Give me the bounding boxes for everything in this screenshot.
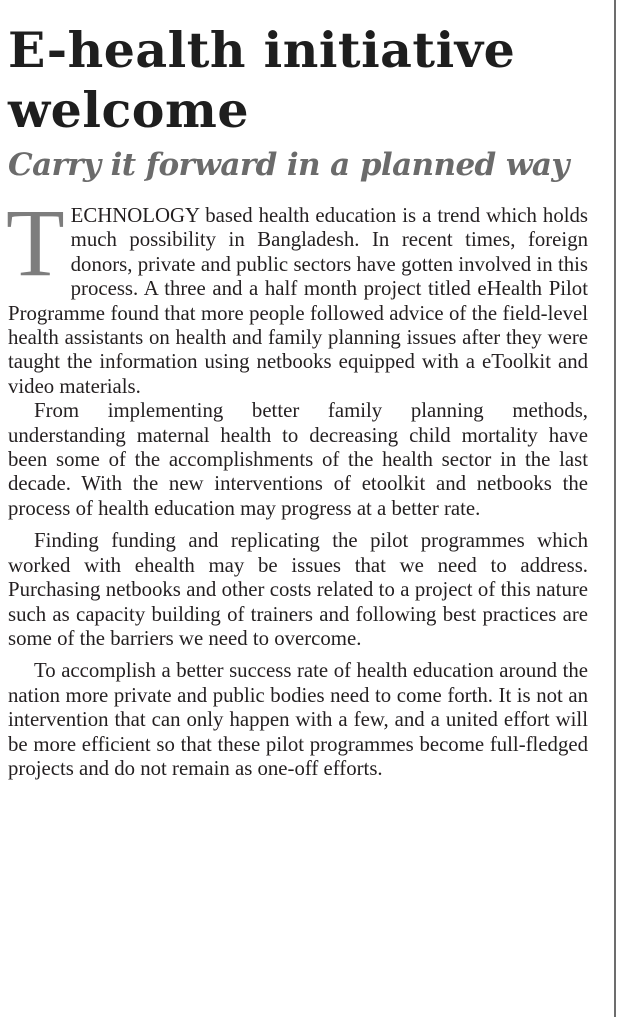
- column-rule: [614, 0, 616, 1017]
- paragraph-text: ECHNOLOGY based health education is a trend which holds much possibility in Bangladesh. In recent times, foreign donors, private and public sectors have gotten involved in this process. A three and a half month project titled eHealth Pilot Programme found that more people followed advice of the field-level health assistants on health and family planning issues after they were taught the information using netbooks equipped with a eToolkit and video materials.: [8, 204, 588, 398]
- editorial-article: [8, 20, 588, 781]
- article-body: [6, 189, 588, 781]
- drop-cap: T: [6, 189, 65, 296]
- headline: E-health initiative welcome: [8, 21, 516, 139]
- paragraph: Finding funding and replicating the pilot programmes which worked with ehealth may be issues that we need to address. Purchasing netbooks and other costs related to a project of this nature such as capacity building of trainers and following best practices are some of the barriers we need to overcome.: [8, 529, 588, 650]
- subheadline: Carry it forward in a planned way: [8, 147, 569, 183]
- paragraph: [6, 189, 588, 399]
- paragraph: To accomplish a better success rate of health education around the nation more private and public bodies need to come forth. It is not an intervention that can only happen with a few, and a united effort will be more efficient so that these pilot programmes become full-fledged projects and do not remain as one-off efforts.: [8, 659, 588, 780]
- paragraph: From implementing better family planning methods, understanding maternal health to decreasing child mortality have been some of the accomplishments of the health sector in the last decade. With the new interventions of etoolkit and netbooks the process of health education may progress at a better rate.: [8, 399, 588, 520]
